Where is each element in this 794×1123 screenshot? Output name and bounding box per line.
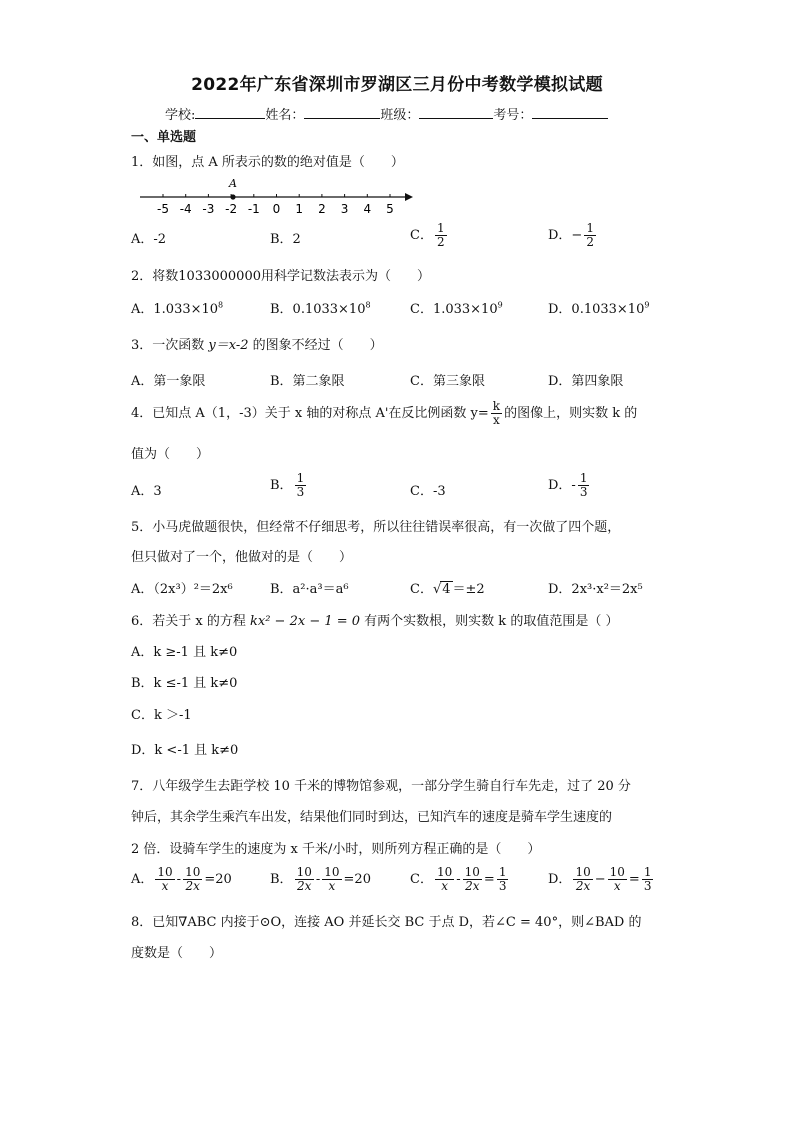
tick-label: -3 (202, 202, 215, 216)
section-heading: 一、单选题 (131, 130, 197, 145)
q7-option-d: D． $\frac{10}{2x}$ − $\frac{10}{x}$ = $\frac{1}{3}$ (548, 865, 652, 893)
school-label: 学校: (165, 108, 196, 123)
q3-option-c: C．第三象限 (410, 374, 485, 389)
question-5-line1: 5．小马虎做题很快，但经常不仔细思考，所以往往错误率很高，有一次做了四个题， (131, 520, 621, 535)
student-info-row (165, 104, 608, 123)
question-7-line1: 7．八年级学生去距学校 10 千米的博物馆参观，一部分学生骑自行车先走，过了 20 分 (131, 779, 631, 794)
question-6-stem: 6．若关于 x 的方程 kx² − 2x − 1 = 0 有两个实数根，则实数 k 的取值范围是（ ） (131, 614, 619, 629)
q2-option-a: A．$1.033\times 10^8$ (131, 300, 224, 317)
q7-option-c: C． $\frac{10}{x}$ - $\frac{10}{2x}$ = $\frac{1}{3}$ (410, 865, 507, 893)
page-title: 2022年广东省深圳市罗湖区三月份中考数学模拟试题 (191, 75, 603, 95)
q1-option-a: A．-2 (131, 232, 167, 247)
q4-option-c: C．-3 (410, 484, 446, 499)
question-7-line3: 2 倍．设骑车学生的速度为 x 千米/小时，则所列方程正确的是（ ） (131, 842, 541, 857)
question-4-stem: 4．已知点 A（1，-3）关于 x 轴的对称点 A'在反比例函数 y= $\frac{k}{x}$ 的图像上，则实数 k 的 (131, 399, 638, 427)
question-8-line2: 度数是（ ） (131, 946, 223, 961)
name-field[interactable] (304, 104, 380, 119)
question-2-stem: 2．将数1033000000用科学记数法表示为（ ） (131, 269, 430, 284)
q7-option-a: A． $\frac{10}{x}$ - $\frac{10}{2x}$ =20 (131, 865, 232, 893)
q5-option-c: C．√4 ＝±2 (410, 582, 485, 597)
tick-label: -1 (247, 202, 260, 216)
number-line (135, 175, 415, 217)
school-field[interactable] (195, 104, 265, 119)
q4-option-d: D．- $\frac{1}{3}$ (548, 471, 588, 499)
q7-option-b: B． $\frac{10}{2x}$ - $\frac{10}{x}$ =20 (270, 865, 371, 893)
q2-option-c: C．$1.033\times 10^9$ (410, 300, 503, 317)
q1-option-c: C． $\frac{1}{2}$ (410, 221, 445, 249)
q5-option-d: D．2x³·x²＝2x⁵ (548, 582, 643, 597)
point-a-label: A (229, 177, 237, 190)
number-field[interactable] (532, 104, 608, 119)
question-8-line1: 8．已知∇ABC 内接于⊙O，连接 AO 并延长交 BC 于点 D，若∠C = 40°，则∠BAD 的 (131, 915, 642, 930)
question-1-stem: 1．如图，点 A 所表示的数的绝对值是（ ） (131, 155, 404, 170)
tick-label: -5 (157, 202, 169, 216)
q4-option-b: B． $\frac{1}{3}$ (270, 471, 305, 499)
q1-option-d: D．− $\frac{1}{2}$ (548, 221, 594, 249)
tick-label: 2 (318, 202, 326, 216)
tick-label: 4 (363, 202, 372, 216)
tick-label: -2 (225, 202, 238, 216)
question-7-line2: 钟后，其余学生乘汽车出发，结果他们同时到达，已知汽车的速度是骑车学生速度的 (131, 810, 613, 825)
q1-option-b: B．2 (270, 232, 301, 247)
q6-option-b: B．k ≤-1 且 k≠0 (131, 676, 238, 691)
q2-option-b: B．$0.1033\times 10^8$ (270, 300, 371, 317)
q5-option-b: B．a²·a³＝a⁶ (270, 582, 349, 597)
question-4-stem-line2: 值为（ ） (131, 447, 210, 462)
question-5-line2: 但只做对了一个，他做对的是（ ） (131, 550, 353, 565)
class-field[interactable] (419, 104, 493, 119)
q6-option-a: A．k ≥-1 且 k≠0 (131, 645, 238, 660)
q3-option-b: B．第二象限 (270, 374, 345, 389)
q6-option-d: D．k <-1 且 k≠0 (131, 743, 239, 758)
number-label: 考号： (493, 108, 533, 123)
tick-label: 3 (340, 202, 349, 216)
name-label: 姓名： (265, 108, 305, 123)
q3-option-a: A．第一象限 (131, 374, 206, 389)
q6-option-c: C．k ＞-1 (131, 708, 192, 723)
q3-option-d: D．第四象限 (548, 374, 624, 389)
q2-option-d: D．$0.1033\times 10^9$ (548, 300, 650, 317)
question-3-stem: 3．一次函数 y＝x-2 的图象不经过（ ） (131, 338, 383, 353)
q5-option-a: A．（2x³）²＝2x⁶ (131, 582, 233, 597)
tick-label: -4 (179, 202, 192, 216)
q4-option-a: A．3 (131, 484, 162, 499)
point-a-dot (230, 194, 235, 199)
tick-label: 0 (272, 202, 281, 216)
class-label: 班级： (380, 108, 420, 123)
tick-label: 5 (386, 202, 394, 216)
tick-label: 1 (295, 202, 304, 216)
